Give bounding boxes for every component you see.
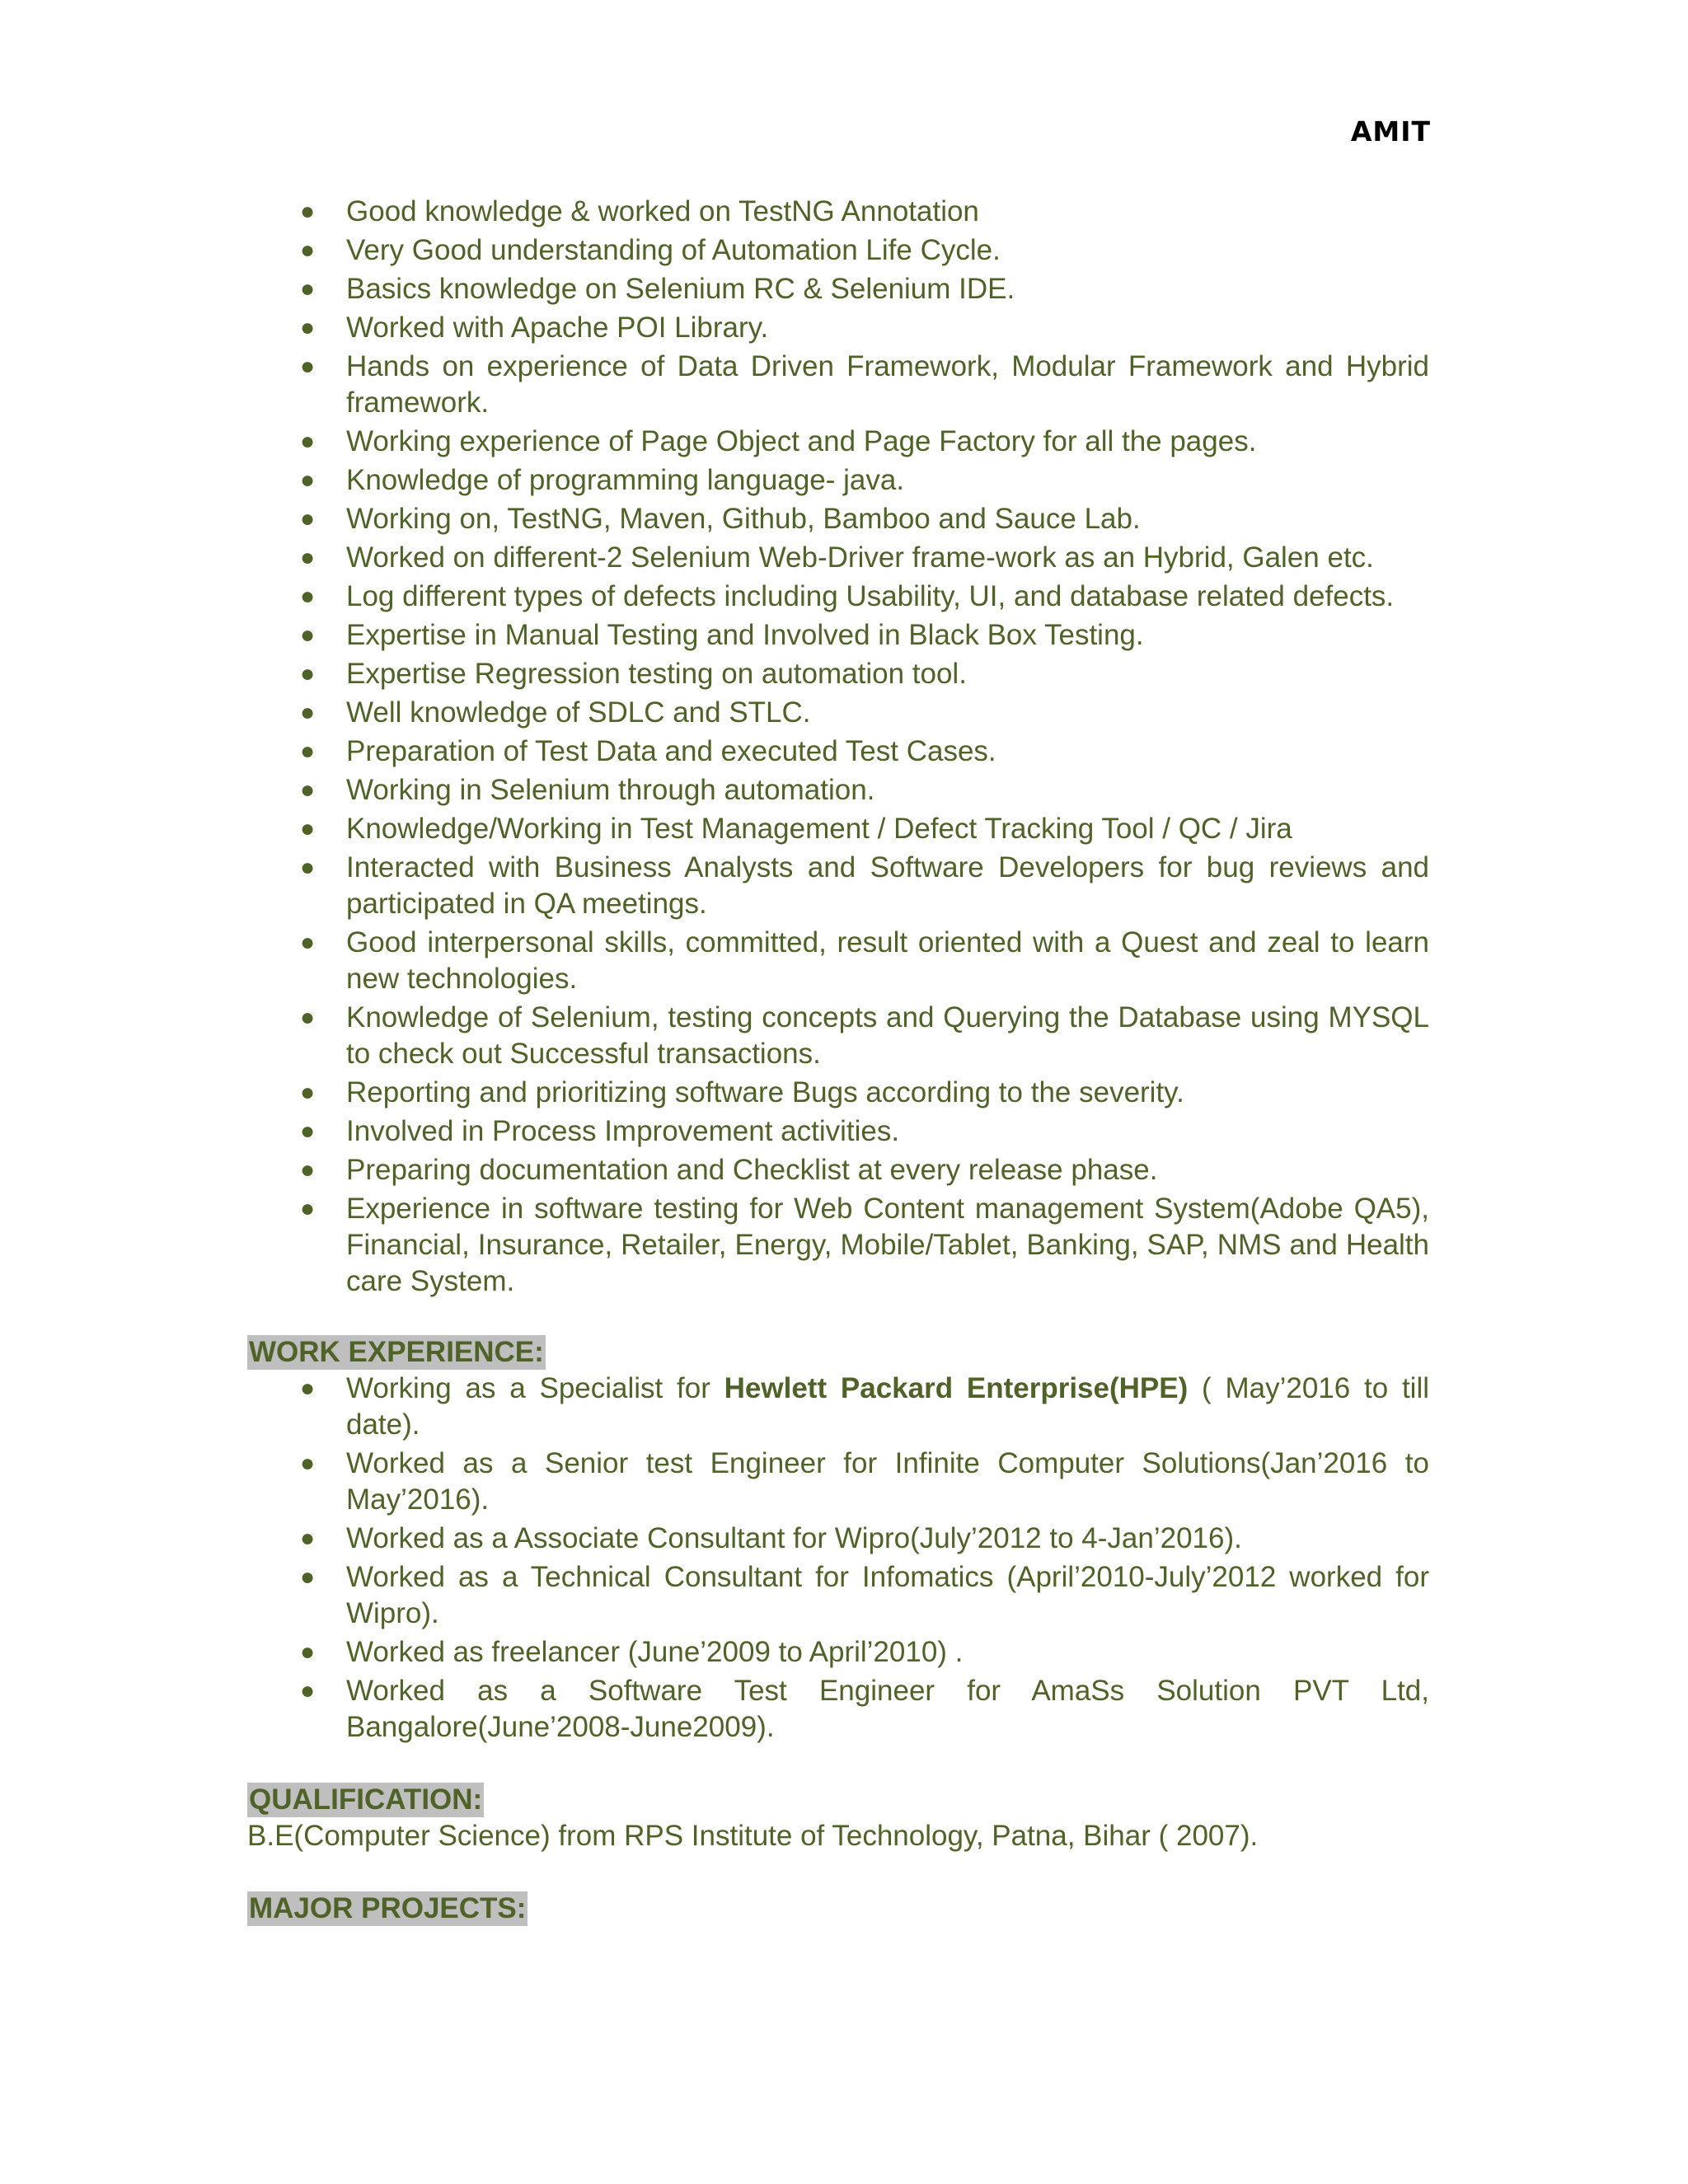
list-item: ● Well knowledge of SDLC and STLC. xyxy=(247,695,1429,731)
bullet-icon: ● xyxy=(300,738,316,765)
bullet-icon: ● xyxy=(300,237,316,264)
bullet-icon: ● xyxy=(300,1079,316,1106)
bullet-icon: ● xyxy=(300,198,316,225)
work-experience-section xyxy=(247,1334,1429,1746)
bullet-icon: ● xyxy=(300,854,316,881)
work-experience-list xyxy=(247,1371,1429,1746)
list-item: ● Working in Selenium through automation. xyxy=(247,772,1429,808)
bullet-icon: ● xyxy=(300,275,316,302)
resume-content xyxy=(247,194,1429,1927)
list-item: ● Expertise Regression testing on automation tool. xyxy=(247,656,1429,692)
bullet-icon: ● xyxy=(300,1156,316,1183)
list-item: ● Basics knowledge on Selenium RC & Selenium IDE. xyxy=(247,271,1429,307)
list-item: ● Worked as a Senior test Engineer for Infinite Computer Solutions(Jan’2016 to May’2016). xyxy=(300,1447,1429,1516)
list-item: ● Experience in software testing for Web Content management System(Adobe QA5), Financial, Insurance, Retailer, Energy, Mobile/Tablet, Banking, SAP, NMS and Health care System. xyxy=(300,1193,1429,1297)
list-item: ● Worked as a Technical Consultant for Infomatics (April’2010-July’2012 worked for Wipro). xyxy=(300,1561,1429,1629)
bullet-icon: ● xyxy=(300,466,316,494)
bullet-icon: ● xyxy=(300,660,316,687)
bullet-icon: ● xyxy=(300,583,316,610)
list-item: ● Expertise in Manual Testing and Involved in Black Box Testing. xyxy=(247,617,1429,654)
bullet-icon: ● xyxy=(300,1638,316,1666)
projects-section xyxy=(247,1891,1429,1927)
bullet-icon: ● xyxy=(300,929,316,956)
bullet-icon: ● xyxy=(300,1195,316,1222)
qualification-heading: QUALIFICATION: xyxy=(249,1783,483,1816)
bullet-icon: ● xyxy=(300,1004,316,1031)
list-item: ● Worked with Apache POI Library. xyxy=(247,310,1429,346)
bullet-icon: ● xyxy=(300,1375,316,1402)
bullet-icon: ● xyxy=(300,353,316,380)
projects-heading: MAJOR PROJECTS: xyxy=(249,1892,527,1924)
bullet-icon: ● xyxy=(300,314,316,341)
list-item: ● Involved in Process Improvement activities. xyxy=(247,1113,1429,1150)
list-item: ● Working experience of Page Object and Page Factory for all the pages. xyxy=(247,424,1429,460)
employer-name: Hewlett Packard Enterprise(HPE) xyxy=(724,1372,1189,1404)
bullet-icon: ● xyxy=(300,699,316,726)
list-item: ● Knowledge of programming language- java. xyxy=(247,462,1429,499)
bullet-icon: ● xyxy=(300,1677,316,1704)
list-item: ● Knowledge of Selenium, testing concepts and Querying the Database using MYSQL to check out Successful transactions. xyxy=(300,1001,1429,1070)
bullet-icon: ● xyxy=(300,815,316,842)
bullet-icon: ● xyxy=(300,544,316,571)
list-item: ● Reporting and prioritizing software Bugs according to the severity. xyxy=(247,1075,1429,1111)
list-item: ● Preparing documentation and Checklist at every release phase. xyxy=(247,1152,1429,1188)
qualification-text: B.E(Computer Science) from RPS Institute of Technology, Patna, Bihar ( 2007). xyxy=(247,1820,1259,1852)
bullet-icon: ● xyxy=(300,1525,316,1552)
bullet-icon: ● xyxy=(300,428,316,455)
bullet-icon: ● xyxy=(300,621,316,649)
skills-list xyxy=(247,194,1429,1300)
list-item: ● Knowledge/Working in Test Management / Defect Tracking Tool / QC / Jira xyxy=(247,811,1429,847)
bullet-icon: ● xyxy=(300,1118,316,1145)
list-item: ● Hands on experience of Data Driven Framework, Modular Framework and Hybrid framework. xyxy=(300,350,1429,419)
list-item: ● Worked as freelancer (June’2009 to April’2010) . xyxy=(247,1634,1429,1671)
candidate-name: AMIT xyxy=(1350,115,1431,148)
list-item: ● Worked on different-2 Selenium Web-Driver frame-work as an Hybrid, Galen etc. xyxy=(247,540,1429,576)
list-item: ● Worked as a Associate Consultant for Wipro(July’2012 to 4-Jan’2016). xyxy=(247,1521,1429,1557)
list-item: ● Working on, TestNG, Maven, Github, Bamboo and Sauce Lab. xyxy=(247,501,1429,537)
list-item: ● Preparation of Test Data and executed Test Cases. xyxy=(247,733,1429,770)
qualification-section xyxy=(247,1782,1429,1854)
list-item: ● Log different types of defects including Usability, UI, and database related defects. xyxy=(247,579,1429,615)
list-item: ● Interacted with Business Analysts and Software Developers for bug reviews and participated in QA meetings. xyxy=(300,851,1429,920)
bullet-icon: ● xyxy=(300,1563,316,1591)
work-experience-heading: WORK EXPERIENCE: xyxy=(249,1336,544,1368)
list-item: ● Good interpersonal skills, committed, result oriented with a Quest and zeal to learn new technologies. xyxy=(300,926,1429,995)
bullet-icon: ● xyxy=(300,505,316,532)
bullet-icon: ● xyxy=(300,776,316,804)
list-item: ● Working as a Specialist for Hewlett Packard Enterprise(HPE) ( May’2016 to till date). xyxy=(300,1372,1429,1441)
list-item: ● Worked as a Software Test Engineer for AmaSs Solution PVT Ltd, Bangalore(June’2008-June2009). xyxy=(300,1675,1429,1743)
list-item: ● Very Good understanding of Automation Life Cycle. xyxy=(247,232,1429,269)
bullet-icon: ● xyxy=(300,1450,316,1477)
list-item: ● Good knowledge & worked on TestNG Annotation xyxy=(247,194,1429,230)
